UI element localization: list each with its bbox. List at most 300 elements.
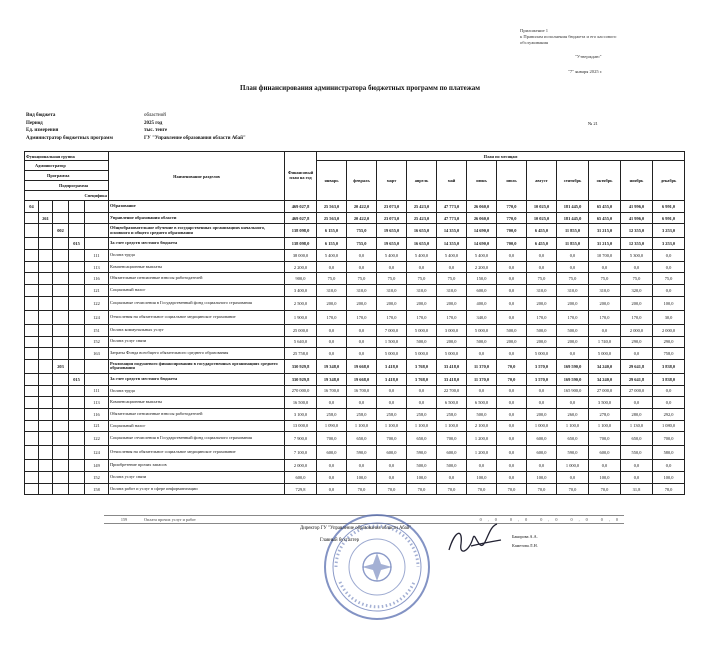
code-cell [25,296,39,310]
month-value-cell: 20 422,0 [347,212,377,224]
month-value-cell: 75,0 [653,273,685,285]
row-name-cell: Оплата труда [109,250,285,262]
month-header: март [377,161,407,201]
month-value-cell: 3 768,0 [407,373,437,385]
month-value-cell: 6 500,0 [437,397,467,409]
month-value-cell: 0,0 [407,397,437,409]
row-name-cell: Образование [109,201,285,213]
month-header: февраль [347,161,377,201]
code-cell [53,336,69,348]
month-value-cell: 33 418,0 [437,359,467,373]
month-value-cell: 500,0 [497,324,527,336]
month-value-cell: 0,0 [467,348,497,360]
document-title: План финансирования администратора бюджетных программ по платежам [239,84,481,92]
code-cell [85,359,109,373]
code-cell [25,261,39,273]
month-value-cell: 100,0 [467,472,497,484]
month-value-cell: 0,0 [377,397,407,409]
code-cell [85,373,109,385]
month-value-cell: 0,0 [347,261,377,273]
month-value-cell: 700,0 [589,432,621,446]
month-value-cell: 3 500,0 [589,397,621,409]
month-value-cell: 0,0 [653,285,685,297]
month-value-cell: 170,0 [557,310,589,324]
month-value-cell: 75,0 [527,273,557,285]
row-name-cell: Оплата услуг связи [109,472,285,484]
month-value-cell: 0,0 [621,472,653,484]
code-cell [25,250,39,262]
month-value-cell: 1 000,0 [527,420,557,432]
month-value-cell: 5 400,0 [467,250,497,262]
month-value-cell: 170,0 [437,310,467,324]
month-value-cell: 6 500,0 [467,397,497,409]
month-value-cell: 70,0 [497,373,527,385]
annual-total-cell: 7 100,0 [285,446,317,460]
month-value-cell: 1 080,0 [653,420,685,432]
code-cell [39,446,53,460]
director-name: Бакирова А.А. [512,534,538,539]
month-value-cell: 0,0 [317,483,347,495]
annual-total-cell: 330 929,8 [285,373,317,385]
month-value-cell: 10 700,0 [589,250,621,262]
code-cell [69,472,85,484]
month-value-cell: 25 563,0 [317,212,347,224]
month-value-cell: 500,0 [527,324,557,336]
month-value-cell: 11 370,0 [467,373,497,385]
month-value-cell: 310,0 [317,285,347,297]
row-name-cell: Социальный налог [109,285,285,297]
annual-total-cell: 16 500,0 [285,397,317,409]
month-value-cell: 700,0 [437,432,467,446]
month-value-cell: 6 455,0 [527,238,557,250]
annual-total-cell: 900,0 [285,273,317,285]
month-value-cell: 75,0 [317,273,347,285]
month-value-cell: 6 455,0 [527,224,557,238]
code-cell [69,285,85,297]
row-name-cell: Управление образования области [109,212,285,224]
month-value-cell: 0,0 [317,336,347,348]
code-cell [39,373,53,385]
month-value-cell: 340,0 [467,310,497,324]
month-value-cell: 0,0 [497,250,527,262]
month-value-cell: 0,0 [497,273,527,285]
month-value-cell: 1 100,0 [407,420,437,432]
month-value-cell: 100,0 [527,472,557,484]
month-value-cell: 770,0 [497,212,527,224]
code-cell: 121 [85,285,109,297]
code-cell [25,432,39,446]
month-value-cell: 580,0 [653,446,685,460]
month-value-cell: 6 155,0 [317,238,347,250]
month-value-cell: 75,0 [557,273,589,285]
month-value-cell: 0,0 [377,460,407,472]
month-value-cell: 34 240,0 [589,359,621,373]
month-value-cell: 0,0 [467,385,497,397]
code-cell: 015 [69,238,85,250]
code-cell [69,483,85,495]
month-value-cell: 25 563,0 [317,201,347,213]
month-value-cell: 0,0 [407,261,437,273]
code-cell [25,310,39,324]
row-name-cell: Общеобразовательное обучение в государственных организациях начального, основного и общего среднего образования [109,224,285,238]
row-name-cell: Оплата труда [109,385,285,397]
month-value-cell: 310,0 [527,285,557,297]
code-cell [25,420,39,432]
month-value-cell: 700,0 [497,238,527,250]
month-value-cell: 600,0 [377,446,407,460]
month-value-cell: 5 400,0 [407,250,437,262]
annual-total-cell: 1 900,0 [285,310,317,324]
code-cell [69,324,85,336]
budget-type-value: областной [144,113,166,119]
month-value-cell: 258,0 [377,408,407,420]
period-label: Период [26,120,43,126]
code-cell [25,397,39,409]
code-cell [69,446,85,460]
code-cell: 122 [85,296,109,310]
annual-total-cell: 729,8 [285,483,317,495]
month-value-cell: 320,0 [621,285,653,297]
month-value-cell: 200,0 [527,408,557,420]
month-value-cell: 6 155,0 [317,224,347,238]
annual-total-cell: 469 027,8 [285,201,317,213]
month-value-cell: 600,0 [317,446,347,460]
code-cell [69,359,85,373]
month-value-cell: 310,0 [437,285,467,297]
month-value-cell: 0,0 [407,385,437,397]
code-cell: 116 [85,408,109,420]
month-value-cell: 280,0 [621,408,653,420]
month-value-cell: 0,0 [497,310,527,324]
month-value-cell: 0,0 [527,250,557,262]
month-value-cell: 0,0 [497,348,527,360]
unit-code: № 21 [588,121,598,126]
code-cell [39,472,53,484]
month-value-cell: 7 000,0 [377,324,407,336]
month-value-cell: 70,0 [407,483,437,495]
code-cell [25,385,39,397]
month-value-cell: 70,0 [497,359,527,373]
code-cell [25,273,39,285]
month-value-cell: 41 996,0 [621,212,653,224]
table-row [25,336,685,348]
code-cell [25,373,39,385]
month-value-cell: 0,0 [377,261,407,273]
month-value-cell: 0,0 [527,385,557,397]
code-cell [53,385,69,397]
month-value-cell: 5 000,0 [437,348,467,360]
code-cell [69,212,85,224]
month-value-cell: 100,0 [653,472,685,484]
month-value-cell: 14 355,0 [437,224,467,238]
code-cell [25,285,39,297]
month-value-cell: 5 000,0 [527,348,557,360]
month-value-cell: 200,0 [557,296,589,310]
month-value-cell: 0,0 [317,261,347,273]
table-row [25,201,685,213]
month-value-cell: 26 060,0 [467,212,497,224]
annual-total-cell: 138 098,0 [285,238,317,250]
code-cell: 261 [39,212,53,224]
month-value-cell: 41 996,0 [621,201,653,213]
approved-label: "Утверждаю" [575,54,602,59]
code-cell [39,420,53,432]
code-cell [69,310,85,324]
month-value-cell: 150,0 [467,273,497,285]
month-value-cell: 310,0 [377,285,407,297]
month-value-cell: 70,0 [589,483,621,495]
month-value-cell: 0,0 [653,397,685,409]
month-value-cell: 700,0 [377,432,407,446]
month-value-cell: 29 641,8 [621,359,653,373]
annual-total-cell: 5 640,0 [285,336,317,348]
row-name-cell: Оплата коммунальных услуг [109,324,285,336]
table-row [25,373,685,385]
month-value-cell: 26 060,0 [467,201,497,213]
month-value-cell: 1 740,0 [589,336,621,348]
code-cell [39,296,53,310]
func-group-header: Функциональная группа [25,152,109,161]
code-cell: 151 [85,324,109,336]
code-cell [53,238,69,250]
code-cell [69,408,85,420]
month-value-cell: 19 668,0 [347,373,377,385]
month-value-cell: 19 348,0 [317,359,347,373]
month-value-cell: 181 445,0 [557,201,589,213]
month-value-cell: 14 690,0 [467,224,497,238]
appendix-block [520,28,710,75]
row-name-cell: Отчисления на обязательное социальное медицинское страхование [109,446,285,460]
row-name-cell: Оплата услуг связи [109,336,285,348]
code-cell [39,348,53,360]
code-cell [25,460,39,472]
table-row [25,408,685,420]
table-row [25,250,685,262]
month-value-cell: 0,0 [589,460,621,472]
month-value-cell: 0,0 [589,261,621,273]
code-cell: 124 [85,310,109,324]
month-value-cell: 3 418,0 [377,373,407,385]
month-value-cell: 27 000,0 [589,385,621,397]
month-value-cell: 0,0 [317,397,347,409]
month-value-cell: 34 240,0 [589,373,621,385]
month-value-cell: 5 400,0 [437,250,467,262]
annual-total-cell: 3 400,0 [285,285,317,297]
annual-header: Финансовый план на год [285,152,317,201]
month-value-cell: 5 000,0 [377,348,407,360]
month-value-cell: 1 100,0 [347,420,377,432]
month-value-cell: 70,0 [527,483,557,495]
month-header: ноябрь [621,161,653,201]
annual-total-cell: 469 027,8 [285,212,317,224]
month-value-cell: 1 100,0 [589,420,621,432]
month-value-cell: 30,0 [653,310,685,324]
month-value-cell: 1 100,0 [437,420,467,432]
row-name-cell: Компенсационные выплаты [109,261,285,273]
table-row [25,273,685,285]
month-value-cell: 200,0 [497,336,527,348]
month-value-cell: 31 215,0 [589,224,621,238]
code-cell: 111 [85,250,109,262]
code-cell [39,336,53,348]
month-value-cell: 70,0 [377,483,407,495]
table-row [25,224,685,238]
month-value-cell: 0,0 [347,336,377,348]
month-value-cell: 0,0 [589,324,621,336]
month-value-cell: 500,0 [467,408,497,420]
month-value-cell: 200,0 [557,336,589,348]
month-value-cell: 755,0 [347,224,377,238]
month-value-cell: 278,0 [589,408,621,420]
table-row [25,310,685,324]
table-row [25,359,685,373]
code-cell: 002 [53,224,69,238]
month-value-cell: 258,0 [437,408,467,420]
month-value-cell: 0,0 [497,285,527,297]
admin-value: ГУ "Управление образования области Абай" [144,136,246,142]
month-value-cell: 0,0 [317,348,347,360]
month-value-cell: 5 000,0 [467,324,497,336]
annual-total-cell: 25 758,0 [285,348,317,360]
month-value-cell: 0,0 [497,420,527,432]
month-value-cell: 600,0 [589,446,621,460]
code-cell [85,224,109,238]
month-value-cell: 550,0 [621,446,653,460]
month-value-cell: 200,0 [589,296,621,310]
code-cell: 203 [53,359,69,373]
month-value-cell: 0,0 [497,472,527,484]
code-cell [39,261,53,273]
row-name-cell: Реализация подушевого финансирования в государственных организациях среднего образования [109,359,285,373]
month-value-cell: 0,0 [437,261,467,273]
meta-block [26,112,246,142]
month-value-cell: 2 000,0 [621,324,653,336]
month-value-cell: 31 215,0 [589,238,621,250]
row-name-cell: Социальный налог [109,420,285,432]
code-cell [53,310,69,324]
month-value-cell: 700,0 [653,432,685,446]
code-cell [53,420,69,432]
row-name-cell: Социальные отчисления в Государственный фонд социального страхования [109,296,285,310]
month-value-cell: 600,0 [527,446,557,460]
code-cell [25,238,39,250]
code-cell [53,324,69,336]
month-value-cell: 1 100,0 [377,420,407,432]
month-value-cell: 170,0 [589,310,621,324]
code-cell [69,273,85,285]
code-cell [69,432,85,446]
row-name-cell: Затраты Фонда всеобщего обязательного среднего образования [109,348,285,360]
month-value-cell: 5 000,0 [407,324,437,336]
month-value-cell: 650,0 [621,432,653,446]
month-value-cell: 22 700,0 [437,385,467,397]
month-value-cell: 500,0 [467,336,497,348]
month-value-cell: 0,0 [653,261,685,273]
month-value-cell: 75,0 [437,273,467,285]
month-value-cell: 165 900,0 [557,385,589,397]
month-value-cell: 14 355,0 [437,238,467,250]
month-value-cell: 5 400,0 [377,250,407,262]
code-cell [25,359,39,373]
month-value-cell: 1 200,0 [467,432,497,446]
appendix-line-3: обслуживания [520,40,549,45]
signer-names [512,532,538,550]
annual-total-cell: 2 500,0 [285,296,317,310]
month-value-cell: 33 418,0 [437,373,467,385]
month-value-cell: 27 000,0 [621,385,653,397]
month-value-cell: 0,0 [347,348,377,360]
month-value-cell: 3 000,0 [437,324,467,336]
code-cell [69,420,85,432]
month-value-cell: 5 300,0 [621,250,653,262]
month-value-cell: 70,0 [347,483,377,495]
row-name-cell: За счет средств местного бюджета [109,373,285,385]
month-value-cell: 310,0 [407,285,437,297]
month-value-cell: 65 455,0 [589,201,621,213]
specifics-header: Специфика [25,191,109,201]
code-cell: 113 [85,261,109,273]
extra-row-values: 0,0 0,0 0,0 0,0 0,0 [479,517,624,522]
month-value-cell: 6 991,0 [653,212,685,224]
code-cell [39,397,53,409]
month-value-cell: 169 590,0 [557,373,589,385]
month-value-cell: 0,0 [377,385,407,397]
month-value-cell: 3 838,0 [653,373,685,385]
month-value-cell: 5 400,0 [317,250,347,262]
code-cell [25,472,39,484]
month-value-cell: 5 000,0 [589,348,621,360]
month-header: июль [497,161,527,201]
code-cell [25,336,39,348]
month-value-cell: 0,0 [497,432,527,446]
month-value-cell: 75,0 [621,273,653,285]
month-header: апрель [407,161,437,201]
code-cell [39,408,53,420]
month-value-cell: 169 590,0 [557,359,589,373]
month-value-cell: 170,0 [317,310,347,324]
month-value-cell: 0,0 [621,261,653,273]
row-name-cell: Социальные отчисления в Государственный фонд социального страхования [109,432,285,446]
plan-table-wrap [24,151,684,495]
month-value-cell: 0,0 [467,460,497,472]
admin-label: Администратор бюджетных программ [26,136,113,142]
code-cell [53,446,69,460]
month-value-cell: 47 773,0 [437,212,467,224]
program-header: Программа [25,171,109,181]
table-row [25,397,685,409]
month-value-cell: 75,0 [377,273,407,285]
month-value-cell: 0,0 [347,460,377,472]
table-row [25,446,685,460]
month-value-cell: 700,0 [317,432,347,446]
month-value-cell: 65 455,0 [589,212,621,224]
month-value-cell: 3 418,0 [377,359,407,373]
monthly-plan-header: План по месяцам [317,152,685,161]
table-row [25,385,685,397]
month-value-cell: 0,0 [317,472,347,484]
month-value-cell: 292,0 [653,408,685,420]
director-signature [445,520,505,560]
month-value-cell: 650,0 [407,432,437,446]
code-cell [39,359,53,373]
month-value-cell: 0,0 [557,348,589,360]
row-name-cell: Компенсационные выплаты [109,397,285,409]
month-value-cell: 0,0 [527,460,557,472]
code-cell [85,212,109,224]
month-value-cell: 0,0 [653,385,685,397]
code-cell: 121 [85,420,109,432]
unit-value: тыс. тенге [144,128,168,134]
